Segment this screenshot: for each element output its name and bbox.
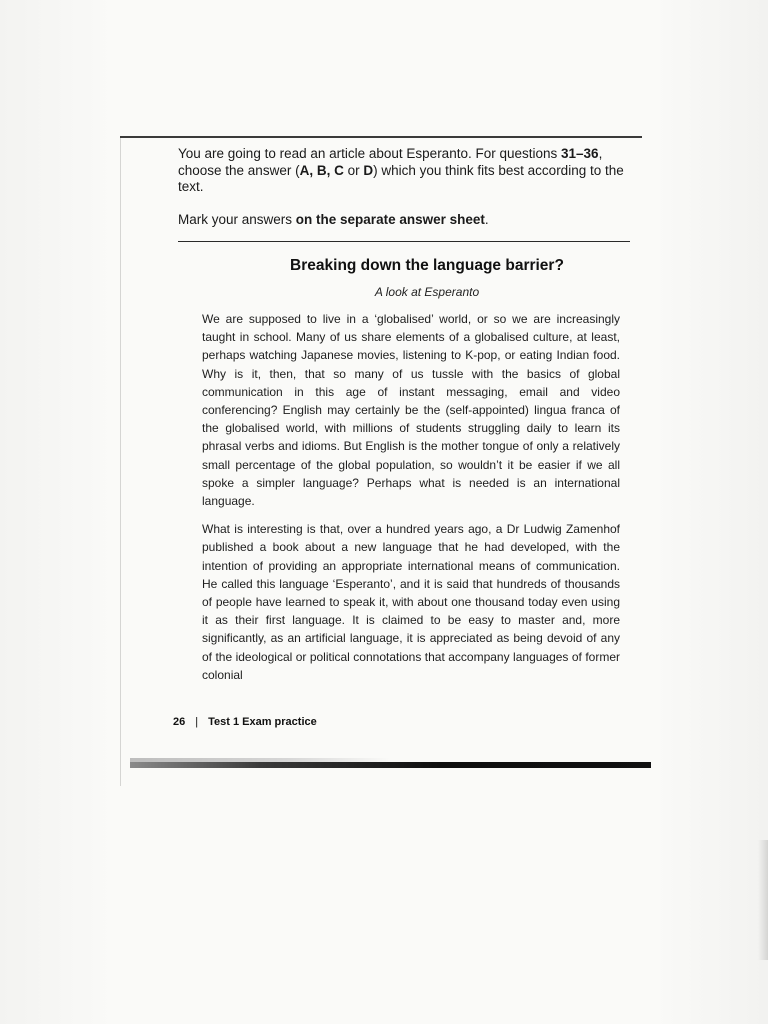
article-body bbox=[202, 310, 620, 694]
instructions bbox=[178, 146, 640, 244]
divider-rule bbox=[178, 241, 630, 242]
article-paragraph: What is interesting is that, over a hundred years ago, a Dr Ludwig Zamenhof published a book about a new language that he had developed, with the intention of providing an appropriate international means of communication. He called this language ‘Esperanto’, and it is said that hundreds of thousands of people have learned to speak it, with about one thousand today even using it as their first language. It is claimed to be easy to master and, more significantly, as an artificial language, it is appreciated as being devoid of any of the ideological or political connotations that accompany languages of former colonial bbox=[202, 522, 620, 682]
page-number: 26 bbox=[173, 716, 186, 728]
bottom-bar bbox=[130, 762, 651, 768]
page-edge-shadow bbox=[758, 840, 768, 960]
top-rule bbox=[120, 136, 642, 138]
article-paragraph: We are supposed to live in a ‘globalised’ world, or so we are increasingly taught in school. Many of us share elements of a globalised culture, at least, perhaps watching Japanese movies, listening to K-pop, or eating Indian food. Why is it, then, that so many of us tussle with the basics of global communication in this age of instant messaging, email and video conferencing? English may certainly be the (self-appointed) lingua franca of the globalised world, with millions of students struggling daily to learn its phrasal verbs and idioms. But English is the mother tongue of only a relatively small percentage of the global population, so wouldn’t it be easier if we all spoke a simpler language? Perhaps what is needed is an international language. bbox=[202, 312, 620, 509]
footer-separator: | bbox=[195, 716, 199, 728]
article-subtitle: A look at Esperanto bbox=[374, 285, 480, 299]
footer-section-label: Test 1 Exam practice bbox=[208, 716, 317, 728]
instructions-paragraph-2: Mark your answers on the separate answer sheet. bbox=[178, 211, 489, 227]
page-footer bbox=[173, 716, 317, 728]
instructions-paragraph-1: You are going to read an article about Esperanto. For questions 31–36, choose the answer (A, B, C or D) which you think fits best according to the text. bbox=[178, 146, 624, 194]
article-title: Breaking down the language barrier? bbox=[290, 257, 564, 274]
page-margin-line bbox=[120, 136, 121, 786]
